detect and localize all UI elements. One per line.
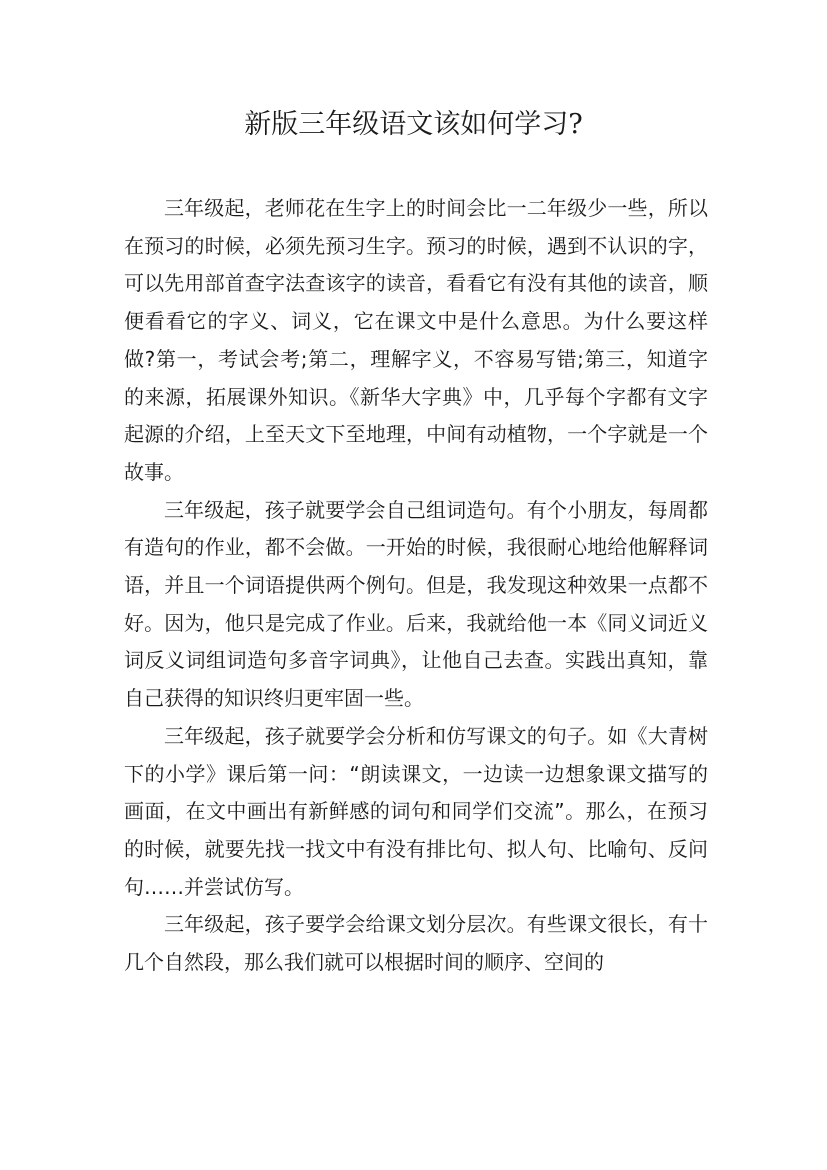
paragraph-2: 三年级起，孩子就要学会自己组词造句。有个小朋友，每周都有造句的作业，都不会做。一开始的时候，我很耐心地给他解释词语，并且一个词语提供两个例句。但是，我发现这种效果一点都不好。因为，他只是完成了作业。后来，我就给他一本《同义词近义词反义词组词造句多音字词典》，让他自己去查。实践出真知，靠自己获得的知识终归更牢固一些。 xyxy=(124,497,708,711)
paragraph-4: 三年级起，孩子要学会给课文划分层次。有些课文很长，有十几个自然段，那么我们就可以根据时间的顺序、空间的 xyxy=(124,912,708,975)
paragraph-1: 三年级起，老师花在生字上的时间会比一二年级少一些，所以在预习的时候，必须先预习生字。预习的时候，遇到不认识的字，可以先用部首查字法查该字的读音，看看它有没有其他的读音，顺便看看它的字义、词义，它在课文中是什么意思。为什么要这样做?第一，考试会考;第二，理解字义，不容易写错;第三，知道字的来源，拓展课外知识。《新华大字典》中，几乎每个字都有文字起源的介绍，上至天文下至地理，中间有动植物，一个字就是一个故事。 xyxy=(124,196,708,484)
document-title: 新版三年级语文该如何学习? xyxy=(244,109,583,140)
document-body xyxy=(124,190,708,982)
paragraph-3: 三年级起，孩子就要学会分析和仿写课文的句子。如《大青树下的小学》课后第一问：“朗读课文，一边读一边想象课文描写的画面，在文中画出有新鲜感的词句和同学们交流”。那么，在预习的时候，就要先找一找文中有没有排比句、拟人句、比喻句、反问句……并尝试仿写。 xyxy=(124,723,708,899)
